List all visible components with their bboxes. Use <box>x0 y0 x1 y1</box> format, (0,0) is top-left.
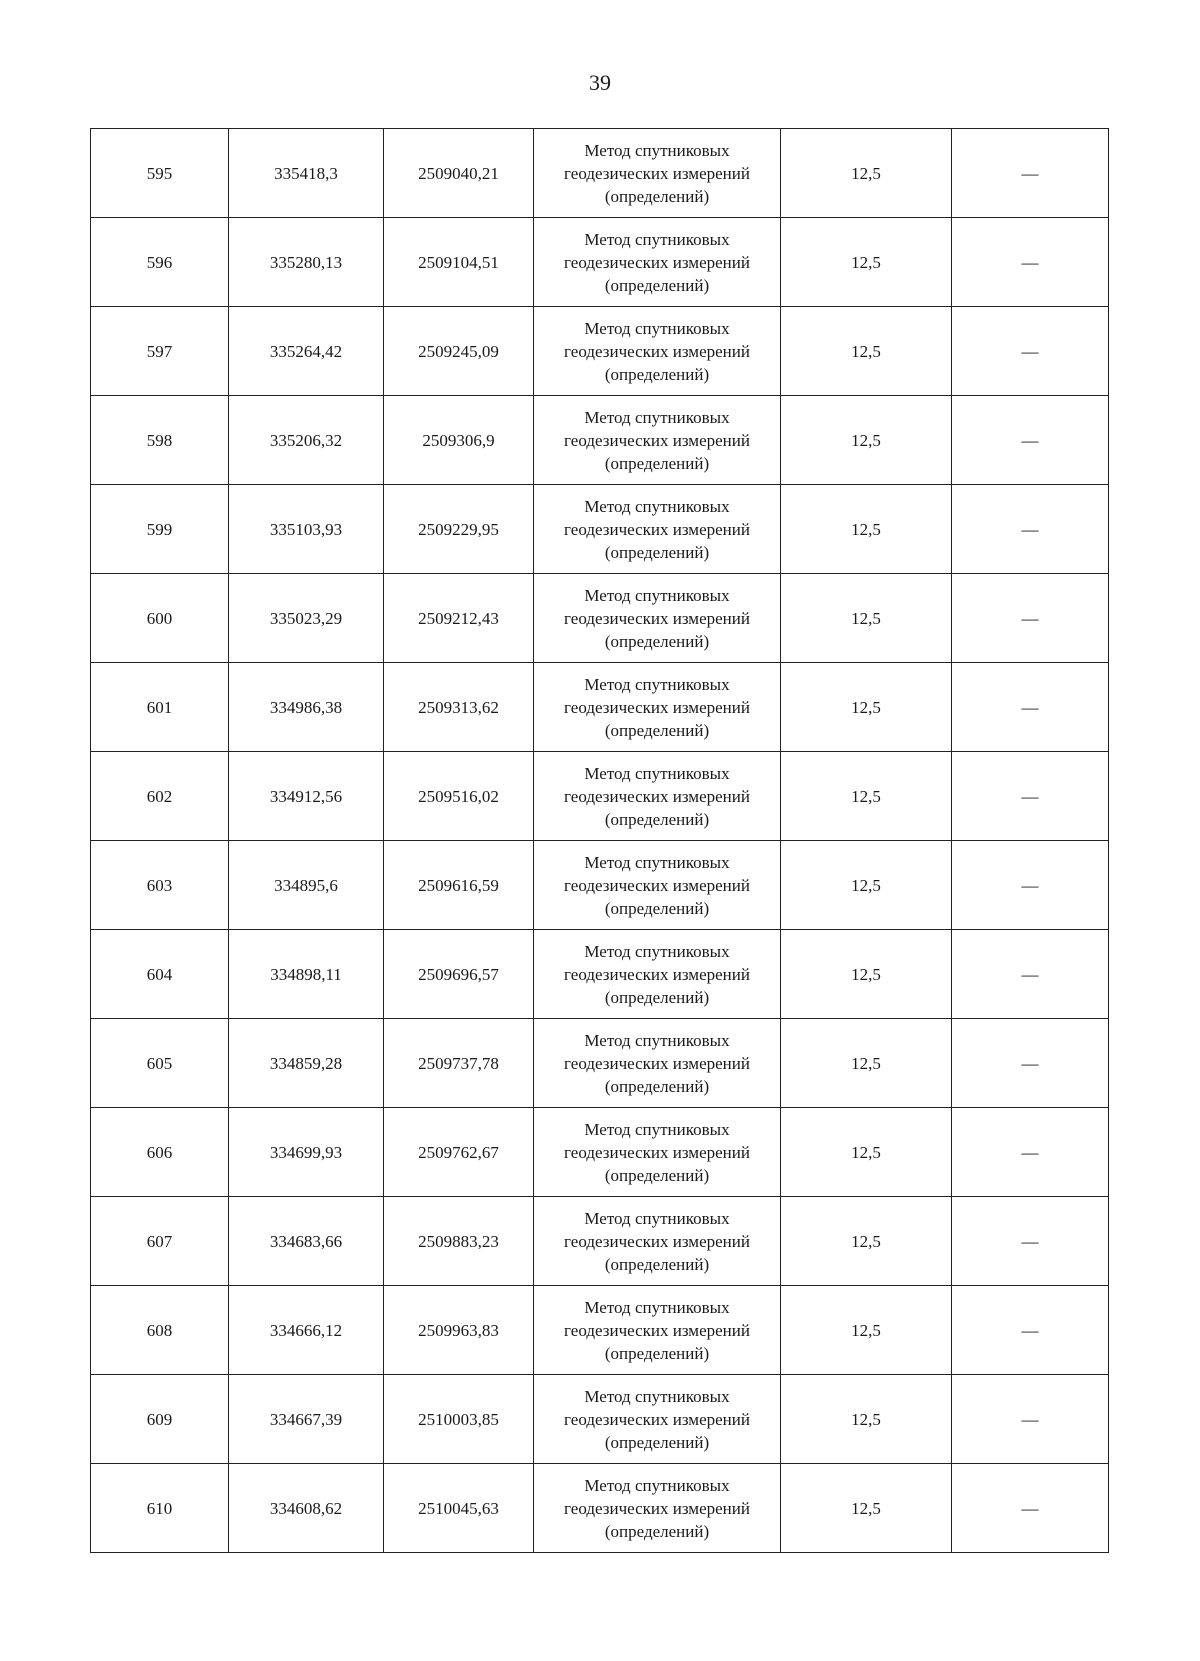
method-line: Метод спутниковых <box>584 1386 730 1406</box>
table-row <box>91 663 1109 752</box>
method-line: Метод спутниковых <box>584 674 730 694</box>
method-line: геодезических измерений <box>564 430 750 450</box>
description-cell: — <box>952 1286 1109 1375</box>
method-line: геодезических измерений <box>564 875 750 895</box>
y-coordinate-cell: 2509737,78 <box>384 1019 534 1108</box>
method-cell <box>534 752 781 841</box>
method-cell <box>534 129 781 218</box>
table-row <box>91 1375 1109 1464</box>
method-line: Метод спутниковых <box>584 496 730 516</box>
method-line: Метод спутниковых <box>584 852 730 872</box>
y-coordinate-cell: 2509696,57 <box>384 930 534 1019</box>
point-number-cell: 608 <box>91 1286 229 1375</box>
y-coordinate-cell: 2509762,67 <box>384 1108 534 1197</box>
accuracy-cell: 12,5 <box>781 841 952 930</box>
method-line: геодезических измерений <box>564 163 750 183</box>
method-line: Метод спутниковых <box>584 229 730 249</box>
table-row <box>91 307 1109 396</box>
table-row <box>91 396 1109 485</box>
method-line: (определений) <box>604 364 710 384</box>
y-coordinate-cell: 2509963,83 <box>384 1286 534 1375</box>
description-cell: — <box>952 1019 1109 1108</box>
description-cell: — <box>952 129 1109 218</box>
table-row <box>91 752 1109 841</box>
table-row <box>91 1464 1109 1553</box>
method-line: Метод спутниковых <box>584 585 730 605</box>
y-coordinate-cell: 2510003,85 <box>384 1375 534 1464</box>
y-coordinate-cell: 2510045,63 <box>384 1464 534 1553</box>
accuracy-cell: 12,5 <box>781 1108 952 1197</box>
y-coordinate-cell: 2509212,43 <box>384 574 534 663</box>
x-coordinate-cell: 334666,12 <box>229 1286 384 1375</box>
x-coordinate-cell: 334699,93 <box>229 1108 384 1197</box>
description-cell: — <box>952 1464 1109 1553</box>
method-line: (определений) <box>604 453 710 473</box>
point-number-cell: 599 <box>91 485 229 574</box>
coordinates-table-body <box>91 129 1109 1553</box>
table-row <box>91 574 1109 663</box>
description-cell: — <box>952 396 1109 485</box>
table-row <box>91 841 1109 930</box>
description-cell: — <box>952 930 1109 1019</box>
x-coordinate-cell: 335023,29 <box>229 574 384 663</box>
point-number-cell: 602 <box>91 752 229 841</box>
x-coordinate-cell: 335280,13 <box>229 218 384 307</box>
accuracy-cell: 12,5 <box>781 1375 952 1464</box>
method-cell <box>534 1464 781 1553</box>
point-number-cell: 595 <box>91 129 229 218</box>
table-row <box>91 485 1109 574</box>
point-number-cell: 604 <box>91 930 229 1019</box>
method-line: (определений) <box>604 275 710 295</box>
x-coordinate-cell: 334683,66 <box>229 1197 384 1286</box>
x-coordinate-cell: 335103,93 <box>229 485 384 574</box>
y-coordinate-cell: 2509516,02 <box>384 752 534 841</box>
method-line: Метод спутниковых <box>584 941 730 961</box>
y-coordinate-cell: 2509883,23 <box>384 1197 534 1286</box>
method-cell <box>534 841 781 930</box>
method-cell <box>534 1286 781 1375</box>
accuracy-cell: 12,5 <box>781 218 952 307</box>
method-cell <box>534 1019 781 1108</box>
description-cell: — <box>952 485 1109 574</box>
accuracy-cell: 12,5 <box>781 129 952 218</box>
accuracy-cell: 12,5 <box>781 1286 952 1375</box>
point-number-cell: 600 <box>91 574 229 663</box>
accuracy-cell: 12,5 <box>781 396 952 485</box>
point-number-cell: 601 <box>91 663 229 752</box>
accuracy-cell: 12,5 <box>781 752 952 841</box>
y-coordinate-cell: 2509229,95 <box>384 485 534 574</box>
point-number-cell: 596 <box>91 218 229 307</box>
x-coordinate-cell: 334898,11 <box>229 930 384 1019</box>
y-coordinate-cell: 2509040,21 <box>384 129 534 218</box>
coordinates-table <box>90 128 1109 1553</box>
point-number-cell: 603 <box>91 841 229 930</box>
method-line: Метод спутниковых <box>584 1119 730 1139</box>
accuracy-cell: 12,5 <box>781 574 952 663</box>
x-coordinate-cell: 334608,62 <box>229 1464 384 1553</box>
method-line: (определений) <box>604 898 710 918</box>
description-cell: — <box>952 1108 1109 1197</box>
method-cell <box>534 1108 781 1197</box>
x-coordinate-cell: 334912,56 <box>229 752 384 841</box>
method-line: геодезических измерений <box>564 608 750 628</box>
accuracy-cell: 12,5 <box>781 930 952 1019</box>
point-number-cell: 598 <box>91 396 229 485</box>
method-line: геодезических измерений <box>564 1053 750 1073</box>
x-coordinate-cell: 335264,42 <box>229 307 384 396</box>
method-line: (определений) <box>604 1076 710 1096</box>
method-line: геодезических измерений <box>564 1409 750 1429</box>
method-line: Метод спутниковых <box>584 1208 730 1228</box>
method-cell <box>534 663 781 752</box>
method-cell <box>534 396 781 485</box>
method-line: (определений) <box>604 1432 710 1452</box>
method-line: геодезических измерений <box>564 519 750 539</box>
table-row <box>91 1197 1109 1286</box>
accuracy-cell: 12,5 <box>781 1019 952 1108</box>
method-line: (определений) <box>604 720 710 740</box>
table-row <box>91 1019 1109 1108</box>
method-cell <box>534 485 781 574</box>
method-line: (определений) <box>604 1521 710 1541</box>
method-line: (определений) <box>604 542 710 562</box>
method-line: Метод спутниковых <box>584 763 730 783</box>
y-coordinate-cell: 2509245,09 <box>384 307 534 396</box>
x-coordinate-cell: 335418,3 <box>229 129 384 218</box>
method-line: геодезических измерений <box>564 697 750 717</box>
point-number-cell: 610 <box>91 1464 229 1553</box>
description-cell: — <box>952 1375 1109 1464</box>
method-line: геодезических измерений <box>564 341 750 361</box>
method-cell <box>534 930 781 1019</box>
point-number-cell: 609 <box>91 1375 229 1464</box>
accuracy-cell: 12,5 <box>781 1197 952 1286</box>
description-cell: — <box>952 663 1109 752</box>
description-cell: — <box>952 574 1109 663</box>
method-line: Метод спутниковых <box>584 1297 730 1317</box>
table-row <box>91 1108 1109 1197</box>
method-line: (определений) <box>604 1254 710 1274</box>
description-cell: — <box>952 218 1109 307</box>
accuracy-cell: 12,5 <box>781 485 952 574</box>
table-row <box>91 218 1109 307</box>
method-line: геодезических измерений <box>564 1142 750 1162</box>
accuracy-cell: 12,5 <box>781 307 952 396</box>
method-line: геодезических измерений <box>564 964 750 984</box>
x-coordinate-cell: 334667,39 <box>229 1375 384 1464</box>
accuracy-cell: 12,5 <box>781 663 952 752</box>
point-number-cell: 605 <box>91 1019 229 1108</box>
description-cell: — <box>952 752 1109 841</box>
method-line: геодезических измерений <box>564 786 750 806</box>
table-row <box>91 1286 1109 1375</box>
y-coordinate-cell: 2509313,62 <box>384 663 534 752</box>
method-line: Метод спутниковых <box>584 1030 730 1050</box>
y-coordinate-cell: 2509306,9 <box>384 396 534 485</box>
x-coordinate-cell: 334859,28 <box>229 1019 384 1108</box>
x-coordinate-cell: 334895,6 <box>229 841 384 930</box>
table-row <box>91 129 1109 218</box>
point-number-cell: 597 <box>91 307 229 396</box>
method-line: Метод спутниковых <box>584 140 730 160</box>
method-line: геодезических измерений <box>564 1498 750 1518</box>
method-line: Метод спутниковых <box>584 1475 730 1495</box>
method-cell <box>534 218 781 307</box>
accuracy-cell: 12,5 <box>781 1464 952 1553</box>
method-line: (определений) <box>604 1343 710 1363</box>
y-coordinate-cell: 2509616,59 <box>384 841 534 930</box>
method-line: (определений) <box>604 631 710 651</box>
method-line: (определений) <box>604 809 710 829</box>
y-coordinate-cell: 2509104,51 <box>384 218 534 307</box>
method-line: геодезических измерений <box>564 252 750 272</box>
method-line: Метод спутниковых <box>584 318 730 338</box>
description-cell: — <box>952 307 1109 396</box>
point-number-cell: 607 <box>91 1197 229 1286</box>
method-line: (определений) <box>604 1165 710 1185</box>
point-number-cell: 606 <box>91 1108 229 1197</box>
description-cell: — <box>952 841 1109 930</box>
x-coordinate-cell: 334986,38 <box>229 663 384 752</box>
method-line: геодезических измерений <box>564 1231 750 1251</box>
method-line: (определений) <box>604 987 710 1007</box>
table-row <box>91 930 1109 1019</box>
method-line: Метод спутниковых <box>584 407 730 427</box>
page-number: 39 <box>589 70 611 95</box>
method-cell <box>534 1375 781 1464</box>
description-cell: — <box>952 1197 1109 1286</box>
method-line: (определений) <box>604 186 710 206</box>
method-cell <box>534 1197 781 1286</box>
method-cell <box>534 574 781 663</box>
method-line: геодезических измерений <box>564 1320 750 1340</box>
x-coordinate-cell: 335206,32 <box>229 396 384 485</box>
method-cell <box>534 307 781 396</box>
